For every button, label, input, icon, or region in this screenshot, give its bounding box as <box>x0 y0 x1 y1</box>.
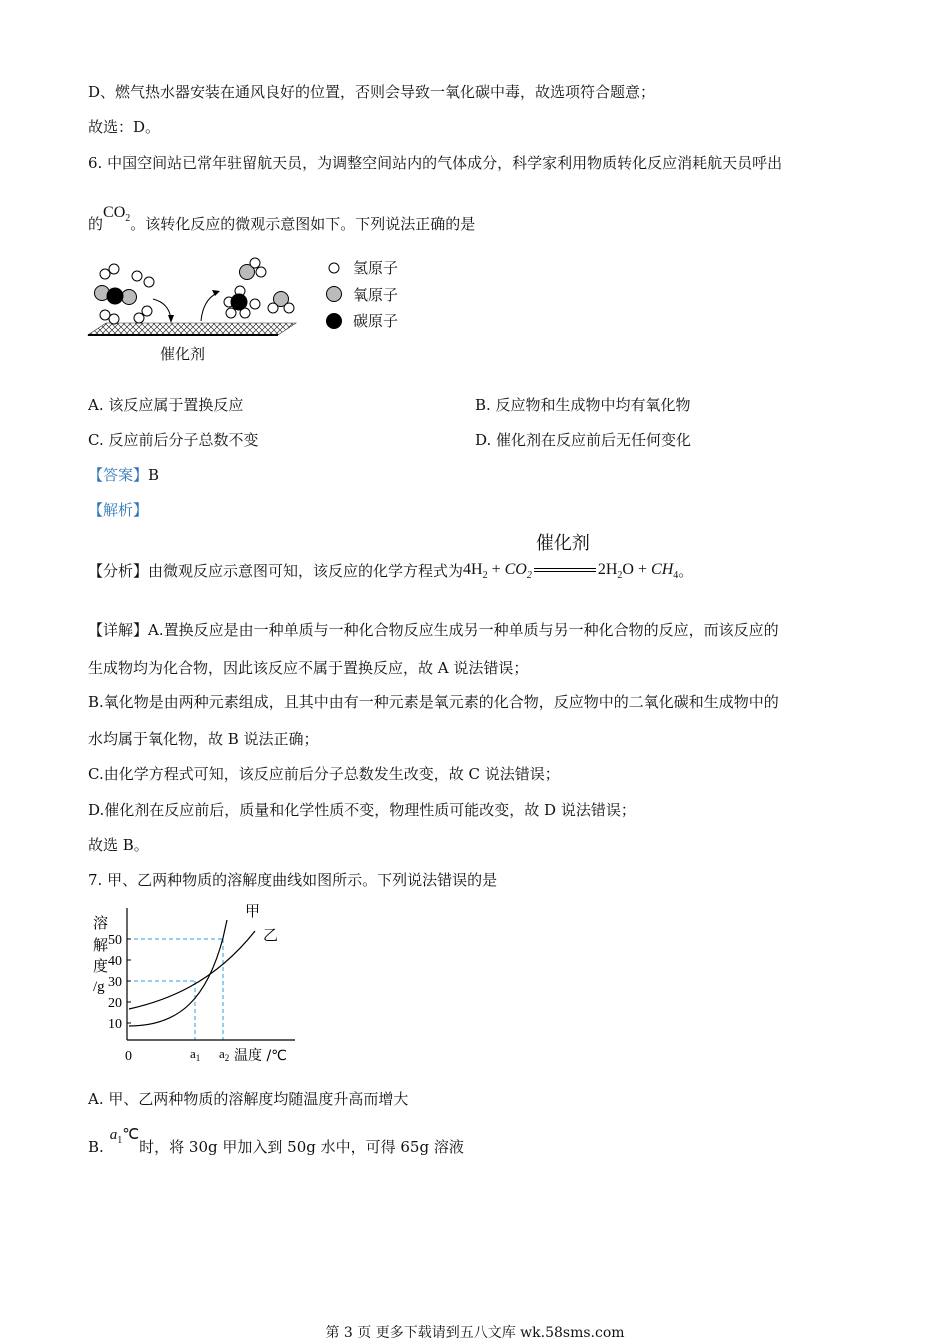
detail-a-line2: 生成物均为化合物，因此该反应不属于置换反应，故 A 说法错误； <box>88 659 529 677</box>
series-yi-curve <box>129 931 255 1009</box>
y-label-char-1: 溶 <box>93 914 109 932</box>
text-stem-end: 。该转化反应的微观示意图如下。下列说法正确的是 <box>130 215 476 233</box>
detail-b-line1: B.氧化物是由两种元素组成，且其中由有一种元素是氧元素的化合物，反应物中的二氧化碳和生成物中的 <box>88 693 779 711</box>
oxygen-legend-icon <box>327 287 342 302</box>
series-yi-label: 乙 <box>263 926 279 944</box>
equation-double-line <box>534 568 596 572</box>
series-jia-label: 甲 <box>245 902 261 920</box>
hydrogen-legend-icon <box>329 263 339 273</box>
x-axis-label: 温度 /℃ <box>234 1048 287 1064</box>
arrow-down <box>153 299 171 319</box>
detail-end: 故选 B。 <box>88 836 149 854</box>
q6-option-c: C. 反应前后分子总数不变 <box>88 431 259 449</box>
question-6-stem-cont <box>88 204 476 241</box>
text-de: 的 <box>88 215 104 233</box>
fenxi-line <box>88 533 694 588</box>
answer-line <box>88 465 159 485</box>
y-label-char-3: 度 <box>93 957 109 975</box>
fenxi-end: 。 <box>678 562 694 580</box>
co2-formula: $CO_2$ <box>103 204 131 224</box>
chemical-equation: $4H_2 + CO_2$ 催化剂 $2H_2O + CH_4$ <box>463 533 679 581</box>
y-tick-20: 20 <box>108 996 122 1011</box>
solubility-chart <box>85 898 305 1070</box>
y-tick-30: 30 <box>108 975 122 990</box>
x-tick-a2: $a_2$ <box>219 1046 230 1063</box>
question-6-stem: 6. 中国空间站已常年驻留航天员，为调整空间站内的气体成分，科学家利用物质转化反应消耗航天员呼出 <box>88 154 783 172</box>
legend-hydrogen: 氢原子 <box>353 259 399 277</box>
y-label-char-2: 解 <box>93 936 109 954</box>
h2o-molecule-top <box>240 258 267 280</box>
detail-c: C.由化学方程式可知，该反应前后分子总数发生改变，故 C 说法错误； <box>88 765 560 783</box>
catalyst-label: 催化剂 <box>160 345 206 363</box>
detail-d: D.催化剂在反应前后，质量和化学性质不变，物理性质可能改变，故 D 说法错误； <box>88 801 636 819</box>
equation-condition: 催化剂 <box>535 533 590 555</box>
catalyst-surface <box>88 323 296 335</box>
analysis-tag: 【解析】 <box>88 501 149 519</box>
carbon-legend-icon <box>326 313 342 329</box>
q7-option-b: $B.a_1℃$时，将 30g 甲加入到 50g 水中，可得 65g 溶液 <box>88 1127 464 1156</box>
line-choose-d: 故选：D。 <box>88 118 161 136</box>
question-7-stem: 7. 甲、乙两种物质的溶解度曲线如图所示。下列说法错误的是 <box>88 871 498 889</box>
legend-oxygen: 氧原子 <box>353 286 399 304</box>
origin-label: 0 <box>125 1049 132 1064</box>
fenxi-tag: 【分析】 <box>88 562 149 580</box>
q7-option-a: A. 甲、乙两种物质的溶解度均随温度升高而增大 <box>88 1090 409 1108</box>
line-d-gas-heater: D、燃气热水器安装在通风良好的位置，否则会导致一氧化碳中毒，故选项符合题意； <box>88 83 656 101</box>
ch4-molecule <box>224 286 250 318</box>
x-tick-a1: $a_1$ <box>190 1046 201 1063</box>
q6-option-b: B. 反应物和生成物中均有氧化物 <box>475 396 691 414</box>
page-footer: 第 3 页 更多下载请到五八文库 wk.58sms.com <box>325 1325 625 1341</box>
fenxi-text: 由微观反应示意图可知，该反应的化学方程式为 <box>148 562 464 580</box>
q6-option-a: A. 该反应属于置换反应 <box>88 396 244 414</box>
detail-a-line1: 【详解】A.置换反应是由一种单质与一种化合物反应生成另一种单质与另一种化合物的反应，而该反应的 <box>88 621 779 639</box>
y-tick-50: 50 <box>108 933 122 948</box>
h2o-molecule-right <box>268 292 294 314</box>
h2o-small <box>250 299 260 309</box>
detail-b-line2: 水均属于氧化物，故 B 说法正确； <box>88 730 319 748</box>
arrow-up <box>201 293 217 321</box>
legend-carbon: 碳原子 <box>353 312 399 330</box>
q6-option-d: D. 催化剂在反应前后无任何变化 <box>475 431 692 449</box>
answer-value: B <box>148 466 160 484</box>
y-label-char-4: /g <box>93 979 105 995</box>
y-tick-10: 10 <box>108 1017 122 1032</box>
answer-tag: 【答案】 <box>88 466 149 484</box>
y-tick-40: 40 <box>108 954 122 969</box>
co2-molecule-left <box>95 286 137 305</box>
detail-tag: 【详解】 <box>88 621 149 639</box>
